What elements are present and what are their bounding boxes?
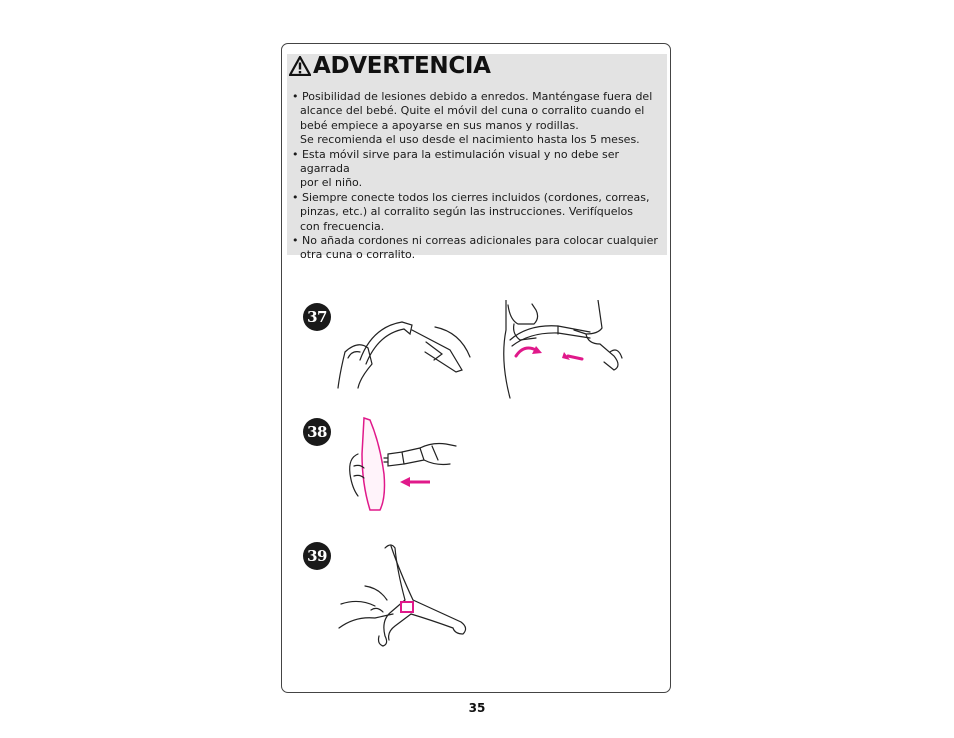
step-37-illustration-b — [498, 300, 638, 400]
step-badge-39: 39 — [303, 542, 331, 570]
warning-item-text: otra cuna o corralito. — [300, 248, 416, 262]
page-number: 35 — [468, 701, 486, 715]
warning-item-text: alcance del bebé. Quite el móvil del cuna o corralito cuando el — [300, 104, 645, 118]
step-badge-38: 38 — [303, 418, 331, 446]
warning-heading — [289, 52, 491, 80]
step-37-illustration-a — [330, 312, 480, 392]
warning-item-text: con frecuencia. — [300, 219, 385, 233]
warning-item-text: • Posibilidad de lesiones debido a enredos. Manténgase fuera del — [292, 90, 653, 103]
warning-item-text: • No añada cordones ni correas adicionales para colocar cualquier — [292, 234, 658, 248]
warning-item-text: bebé empiece a apoyarse en sus manos y rodillas. — [300, 118, 579, 132]
warning-list — [289, 90, 665, 263]
warning-title: ADVERTENCIA — [313, 53, 491, 79]
warning-triangle-icon — [289, 56, 311, 76]
warning-item-text: Se recomienda el uso desde el nacimiento hasta los 5 meses. — [300, 133, 640, 147]
step-39-illustration — [335, 540, 475, 650]
warning-item-text: • Siempre conecte todos los cierres incluidos (cordones, correas, — [292, 190, 650, 204]
warning-item-text: por el niño. — [300, 176, 363, 190]
warning-item — [289, 148, 665, 191]
warning-item — [289, 191, 665, 234]
warning-item — [289, 90, 665, 148]
warning-item-text: pinzas, etc.) al corralito según las instrucciones. Verifíquelos — [300, 205, 634, 219]
step-badge-37: 37 — [303, 303, 331, 331]
warning-item-text: • Esta móvil sirve para la estimulación visual y no debe ser agarrada — [292, 147, 620, 176]
step-38-illustration — [340, 414, 465, 514]
warning-item — [289, 234, 665, 263]
